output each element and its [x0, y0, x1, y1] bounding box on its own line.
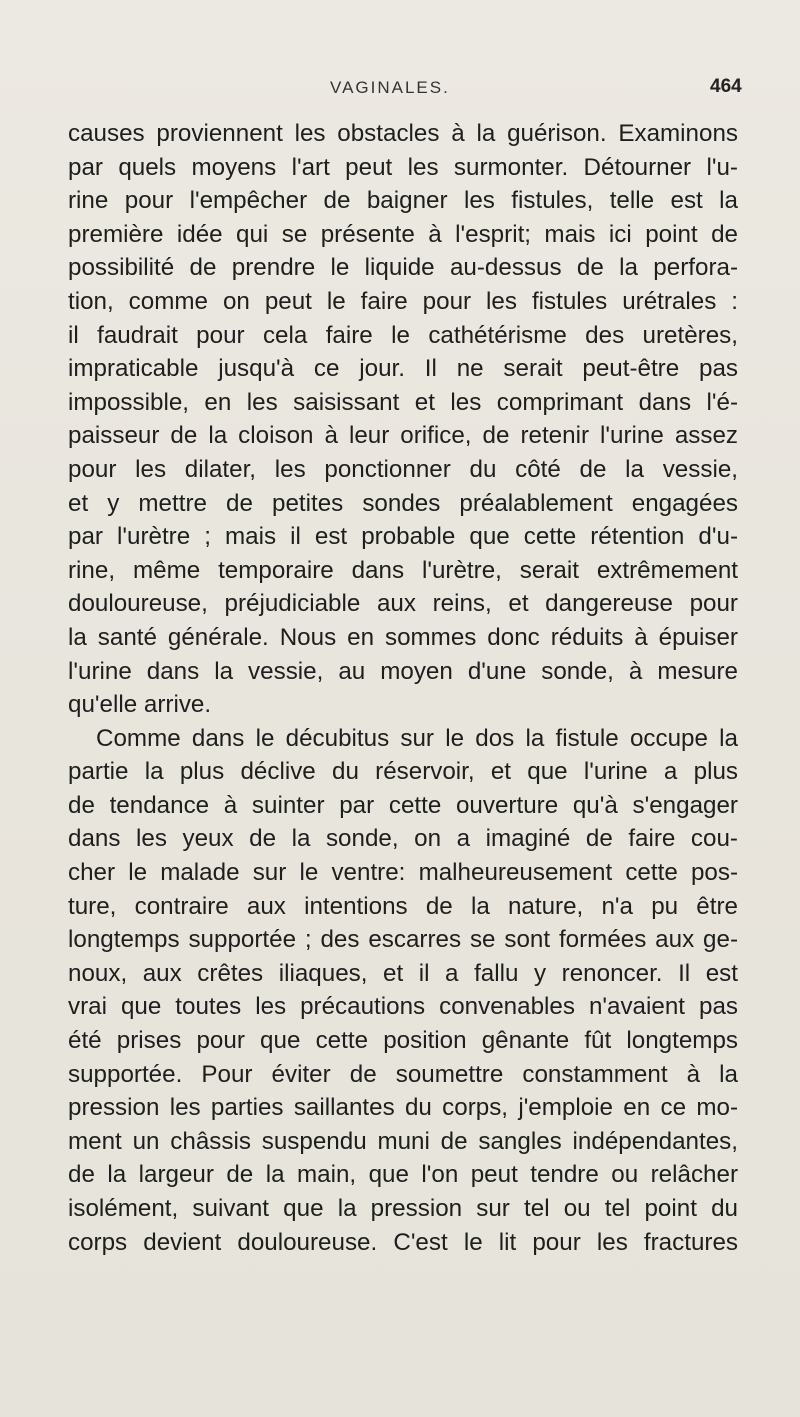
text-line: vrai que toutes les précautions convenables n'avaient pas [68, 993, 738, 1021]
text-line: longtemps supportée ; des escarres se sont formées aux ge- [68, 926, 738, 954]
running-title: VAGINALES. [330, 78, 450, 97]
text-line: par quels moyens l'art peut les surmonter. Détourner l'u- [68, 153, 738, 181]
text-line: impraticable jusqu'à ce jour. Il ne serait peut-être pas [68, 355, 738, 383]
text-line: il faudrait pour cela faire le cathétérisme des uretères, [68, 321, 738, 349]
text-line: cher le malade sur le ventre: malheureusement cette pos- [68, 859, 738, 887]
text-line: rine pour l'empêcher de baigner les fistules, telle est la [68, 187, 738, 215]
running-head [0, 78, 800, 108]
text-line: pression les parties saillantes du corps, j'emploie en ce mo- [68, 1094, 738, 1122]
text-line: de tendance à suinter par cette ouverture qu'à s'engager [68, 791, 738, 819]
body-text [68, 117, 738, 1259]
text-line: paisseur de la cloison à leur orifice, de retenir l'urine assez [68, 422, 738, 450]
text-line: rine, même temporaire dans l'urètre, serait extrêmement [68, 556, 738, 584]
text-line: ture, contraire aux intentions de la nature, n'a pu être [68, 892, 738, 920]
text-line: été prises pour que cette position gênante fût longtemps [68, 1027, 738, 1055]
text-line: qu'elle arrive. [68, 691, 212, 719]
text-line: de la largeur de la main, que l'on peut tendre ou relâcher [68, 1161, 738, 1189]
text-line: l'urine dans la vessie, au moyen d'une sonde, à mesure [68, 657, 738, 685]
text-line: douloureuse, préjudiciable aux reins, et dangereuse pour [68, 590, 738, 618]
text-line: pour les dilater, les ponctionner du côté de la vessie, [68, 455, 738, 483]
text-line: et y mettre de petites sondes préalablement engagées [68, 489, 738, 517]
page-number: 464 [710, 76, 742, 97]
text-line: causes proviennent les obstacles à la guérison. Examinons [68, 120, 738, 147]
text-line: ment un châssis suspendu muni de sangles indépendantes, [68, 1127, 738, 1155]
text-line: supportée. Pour éviter de soumettre constamment à la [68, 1060, 738, 1088]
text-line: tion, comme on peut le faire pour les fistules urétrales : [68, 287, 738, 315]
text-line: corps devient douloureuse. C'est le lit pour les fractures [68, 1228, 738, 1256]
text-line: par l'urètre ; mais il est probable que cette rétention d'u- [68, 523, 738, 551]
text-line: noux, aux crêtes iliaques, et il a fallu y renoncer. Il est [68, 959, 738, 987]
text-line: impossible, en les saisissant et les comprimant dans l'é- [68, 388, 738, 416]
text-line: partie la plus déclive du réservoir, et que l'urine a plus [68, 758, 738, 786]
text-line: la santé générale. Nous en sommes donc réduits à épuiser [68, 623, 738, 651]
text-line: Comme dans le décubitus sur le dos la fistule occupe la [96, 724, 738, 752]
text-line: dans les yeux de la sonde, on a imaginé de faire cou- [68, 825, 738, 853]
text-line: isolément, suivant que la pression sur tel ou tel point du [68, 1195, 738, 1222]
text-line: possibilité de prendre le liquide au-dessus de la perfora- [68, 254, 738, 282]
text-line: première idée qui se présente à l'esprit; mais ici point de [68, 220, 738, 248]
